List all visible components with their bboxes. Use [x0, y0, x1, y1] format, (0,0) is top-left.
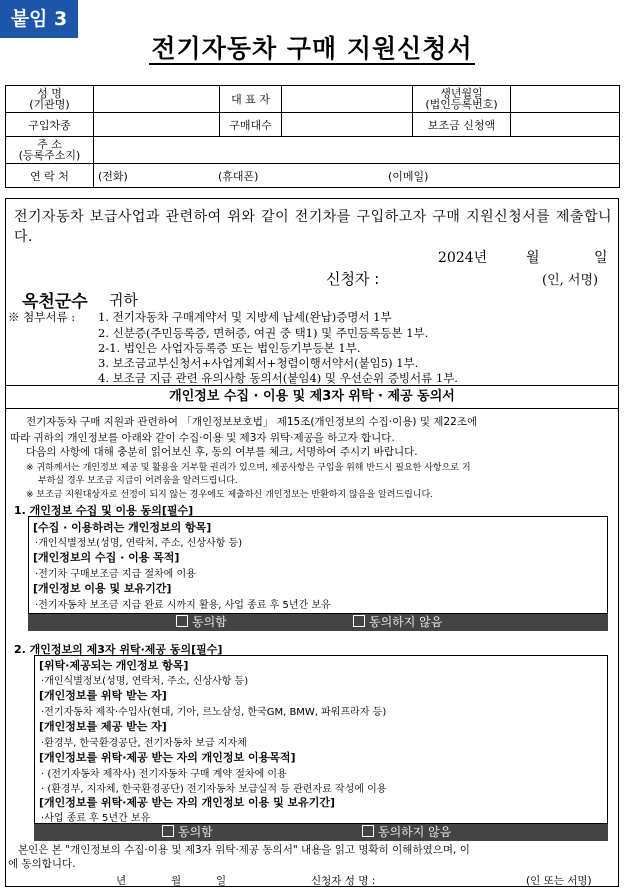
attachment-tag: 붙임 3: [0, 0, 78, 38]
s1-disagree-checkbox[interactable]: [353, 615, 365, 627]
attachment-label: ※ 첨부서류 :: [8, 310, 76, 324]
final-month: 월: [171, 875, 182, 887]
contact-field[interactable]: [94, 164, 620, 188]
s1-item-3: ·전기자동차 보조금 지급 완료 시까지 활용, 사업 종료 후 5년간 보유: [35, 600, 331, 611]
rep-label: 대 표 자: [220, 86, 282, 113]
contact-label: 연 락 처: [6, 164, 94, 188]
s2-agree-label: 동의함: [178, 825, 213, 839]
s2-item-2: ·전기자동차 제작·수입사(현대, 기아, 르노삼성, 한국GM, BMW, 파워프라자 등): [41, 707, 387, 718]
final-year: 년: [116, 875, 127, 887]
birth-field[interactable]: [511, 86, 620, 113]
car-label: 구입차종: [6, 113, 94, 137]
email-label: (이메일): [388, 169, 429, 183]
recipient: 옥천군수: [22, 292, 88, 312]
s2-heading-5: [개인정보를 위탁·제공 받는 자의 개인정보 이용 및 보유기간]: [39, 796, 336, 809]
section-1-title: 1. 개인정보 수집 및 이용 동의[필수]: [14, 504, 194, 517]
s2-heading-4: [개인정보를 위탁·제공 받는 자의 개인정보 이용목적]: [39, 751, 296, 764]
subsidy-field[interactable]: [511, 113, 620, 137]
birth-label: 생년월일 (법인등록번호): [413, 86, 511, 113]
s2-item-4a: · (전기자동차 제작사) 전기자동차 구매 계약 절차에 이용: [41, 769, 287, 780]
phone-label: (전화): [98, 169, 128, 183]
name-label: 성 명 (기관명): [6, 86, 94, 113]
applicant-info-table: [5, 85, 620, 188]
consent-heading: 개인정보 수집 · 이용 및 제3자 위탁 · 제공 동의서: [6, 386, 618, 409]
section-2-box: [34, 655, 608, 824]
applicant-label: 신청자 :: [326, 270, 380, 288]
s2-item-5: ·사업 종료 후 5년간 보유: [41, 813, 151, 824]
s1-item-2: ·전기차 구매보조금 지급 절차에 이용: [35, 569, 196, 580]
s1-item-1: ·개인식별정보(성명, 연락처, 주소, 신상사항 등): [35, 538, 243, 549]
date-month: 월: [526, 250, 540, 266]
final-seal: (인 또는 서명): [526, 875, 592, 887]
final-signer: 신청자 성 명 :: [311, 875, 376, 887]
s2-heading-3: [개인정보를 제공 받는 자]: [39, 720, 167, 733]
attachment-2: 2. 신분증(주민등록증, 면허증, 여권 중 택1) 및 주민등록등본 1부.: [98, 326, 429, 340]
s2-heading-2: [개인정보를 위탁 받는 자]: [39, 689, 167, 702]
qty-field[interactable]: [282, 113, 413, 137]
s1-heading-1: [수집 · 이용하려는 개인정보의 항목]: [33, 521, 212, 534]
rep-field[interactable]: [282, 86, 413, 113]
s2-item-3: ·환경부, 한국환경공단, 전기자동차 보급 지자체: [41, 738, 247, 749]
s2-disagree-label: 동의하지 않음: [378, 825, 452, 839]
intro-line-2: 따라 귀하의 개인정보를 아래와 같이 수집·이용 및 제3자 위탁·제공을 하고자 합니다.: [10, 432, 395, 444]
declaration-section: [5, 198, 619, 386]
s1-agree-checkbox[interactable]: [176, 615, 188, 627]
attachment-3: 3. 보조금교부신청서+사업계획서+청렴이행서약서(붙임5) 1부.: [98, 356, 419, 370]
s1-heading-2: [개인정보의 수집 · 이용 목적]: [33, 551, 180, 564]
date-day: 일: [594, 250, 608, 266]
s2-agree-option[interactable]: [162, 824, 213, 841]
s2-heading-1: [위탁·제공되는 개인정보 항목]: [39, 659, 189, 672]
note-2: ※ 보조금 지원대상자로 선정이 되지 않는 경우에도 제출하신 개인정보는 반환하지 않음을 알려드립니다.: [26, 490, 434, 500]
attachment-2-1: 2-1. 법인은 사업자등록증 또는 법인등기부등본 1부.: [98, 341, 361, 355]
s2-disagree-option[interactable]: [362, 824, 451, 841]
consent-section: [5, 385, 619, 887]
car-field[interactable]: [94, 113, 220, 137]
subsidy-label: 보조금 신청액: [413, 113, 511, 137]
s2-disagree-checkbox[interactable]: [362, 825, 374, 837]
s1-disagree-option[interactable]: [353, 614, 442, 631]
final-statement-2: 에 동의합니다.: [8, 858, 76, 870]
qty-label: 구매대수: [220, 113, 282, 137]
attachment-4: 4. 보조금 지급 관련 유의사항 동의서(붙임4) 및 우선순위 증빙서류 1부.: [98, 371, 458, 385]
seal-label: (인, 서명): [542, 273, 599, 288]
s1-agree-label: 동의함: [192, 615, 227, 629]
s2-agree-checkbox[interactable]: [162, 825, 174, 837]
intro-line-1: 전기자동차 구매 지원과 관련하여 「개인정보보호법」 제15조(개인정보의 수집·이용) 및 제22조에: [26, 416, 478, 428]
attachment-1: 1. 전기자동차 구매계약서 및 지방세 납세(완납)증명서 1부: [98, 310, 392, 324]
s2-item-1: ·개인식별정보(성명, 연락처, 주소, 신상사항 등): [41, 676, 249, 687]
name-field[interactable]: [94, 86, 220, 113]
address-field[interactable]: [94, 137, 620, 164]
date-year: 2024년: [438, 250, 488, 266]
page-title: [0, 29, 624, 65]
s1-heading-3: [개인정보 이용 및 보유기간]: [33, 582, 172, 595]
mobile-label: (휴대폰): [218, 169, 259, 183]
s1-disagree-label: 동의하지 않음: [369, 615, 443, 629]
section-1-consent-bar: [28, 614, 608, 631]
section-1-box: [28, 516, 608, 614]
s2-item-4b: · (환경부, 지자체, 한국환경공단) 전기자동차 보급실적 등 관련자료 작성에 이용: [41, 784, 387, 795]
section-2-consent-bar: [34, 824, 608, 841]
note-1b: 부하실 경우 보조금 지급이 어려움을 알려드립니다.: [38, 476, 238, 486]
address-label: 주 소 (등록주소지): [6, 137, 94, 164]
honorific: 귀하: [109, 291, 138, 309]
intro-line-3: 다음의 사항에 대해 충분히 읽어보신 후, 동의 여부를 체크, 서명하여 주시기 바랍니다.: [26, 446, 418, 458]
declaration-text: 전기자동차 보급사업과 관련하여 위와 같이 전기차를 구입하고자 구매 지원신청서를 제출합니다.: [14, 209, 612, 245]
s1-agree-option[interactable]: [176, 614, 227, 631]
note-1a: ※ 귀하께서는 개인정보 제공 및 활용을 거부할 권리가 있으며, 제공사항은 구입을 위해 반드시 필요한 사항으로 거: [26, 463, 471, 473]
section-2-title: 2. 개인정보의 제3자 위탁·제공 동의[필수]: [14, 643, 223, 656]
final-statement-1: 본인은 본 "개인정보의 수집·이용 및 제3자 위탁·제공 동의서" 내용을 읽고 명확히 이해하였으며, 이: [18, 844, 470, 856]
title-text: 전기자동차 구매 지원신청서: [151, 34, 473, 63]
final-day: 일: [216, 875, 227, 887]
